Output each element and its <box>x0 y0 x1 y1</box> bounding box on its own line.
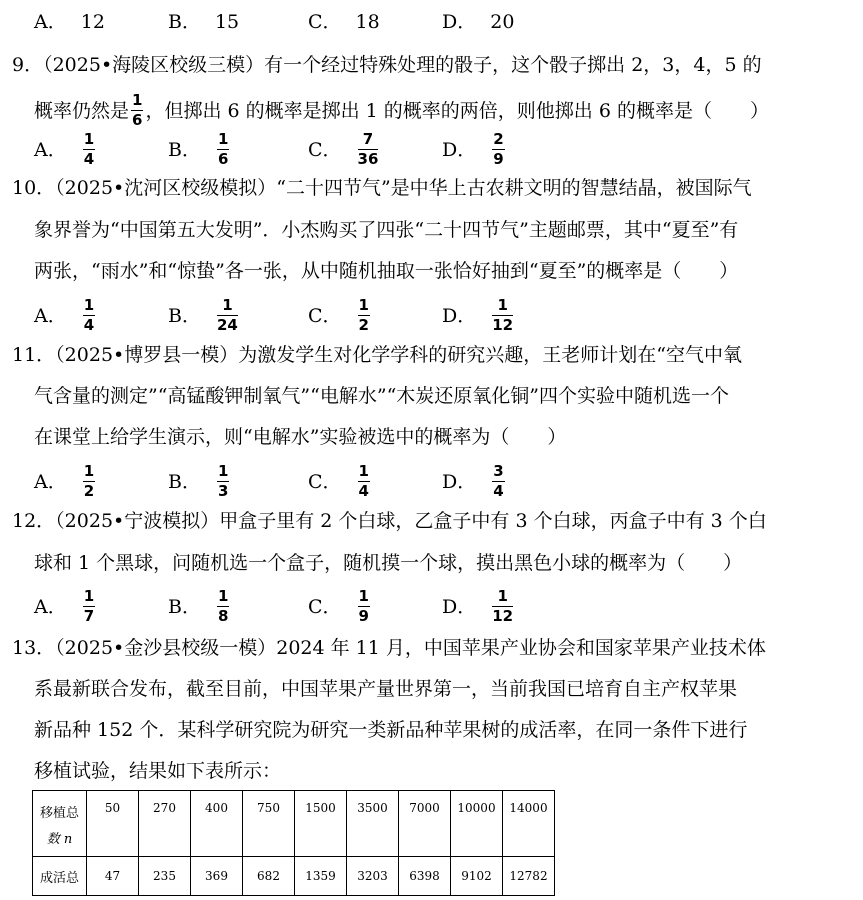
q10-text-line-1: 10．（2025•沈河区校级模拟）“二十四节气”是中华上古农耕文明的智慧结晶，被国际气 <box>12 177 752 199</box>
option-letter: A． <box>34 595 67 618</box>
numerator: 1 <box>83 462 95 480</box>
option-fraction <box>83 298 95 333</box>
option-letter: A． <box>34 11 67 33</box>
option-letter: C． <box>308 470 342 493</box>
table-cell: 7000 <box>399 791 451 857</box>
q9-text-line-2 <box>34 93 769 128</box>
option-value: 20 <box>490 11 515 33</box>
denominator: 4 <box>358 482 369 500</box>
table-row-survival-count <box>33 857 555 896</box>
denominator: 36 <box>357 150 379 168</box>
header-text: 数 n <box>46 832 73 847</box>
q10-text-line-2: 象界誉为“中国第五大发明”．小杰购买了四张“二十四节气”主题邮票，其中“夏至”有 <box>34 219 739 241</box>
numerator: 7 <box>362 130 374 148</box>
option-letter: C． <box>308 304 342 327</box>
table-cell: 270 <box>139 791 191 857</box>
option-fraction <box>492 132 504 167</box>
denominator: 12 <box>492 607 514 625</box>
denominator: 24 <box>216 316 238 334</box>
option-fraction <box>358 132 379 167</box>
numerator: 1 <box>83 587 95 605</box>
q9-inline-fraction <box>131 93 143 128</box>
option-fraction <box>358 464 370 499</box>
numerator: 1 <box>217 587 229 605</box>
table-header-cell: 成活总 <box>33 857 87 896</box>
denominator: 3 <box>217 482 229 500</box>
denominator: 9 <box>493 150 504 168</box>
q12-text-line-2: 球和 1 个黑球，问随机选一个盒子，随机摸一个球，摸出黑色小球的概率为（ ） <box>34 552 743 574</box>
option-letter: A． <box>34 304 67 327</box>
table-cell: 1359 <box>295 857 347 896</box>
numerator: 3 <box>493 462 504 480</box>
table-cell: 10000 <box>451 791 503 857</box>
q13-text-line-1: 13．（2025•金沙县校级一模）2024 年 11 月，中国苹果产业协会和国家苹果产业技术体 <box>12 637 766 659</box>
q10-option-d[interactable] <box>442 298 515 333</box>
option-value: 18 <box>355 11 380 33</box>
option-value: 15 <box>214 11 240 33</box>
denominator: 4 <box>83 316 95 334</box>
option-fraction <box>83 132 95 167</box>
option-letter: C． <box>308 595 342 618</box>
q11-option-c[interactable] <box>308 464 372 499</box>
table-cell: 1500 <box>295 791 347 857</box>
option-letter: D． <box>442 304 477 327</box>
table-cell: 50 <box>87 791 139 857</box>
numerator: 1 <box>358 587 369 605</box>
option-fraction <box>83 464 95 499</box>
q11-option-a[interactable] <box>34 464 97 499</box>
table-cell: 3500 <box>347 791 399 857</box>
table-cell: 682 <box>243 857 295 896</box>
option-fraction <box>358 298 370 333</box>
table-cell: 9102 <box>451 857 503 896</box>
option-fraction <box>217 298 238 333</box>
numerator: 1 <box>497 296 508 314</box>
option-letter: B． <box>168 304 201 327</box>
q10-option-c[interactable] <box>308 298 372 333</box>
q11-text-line-2: 气含量的测定”“高锰酸钾制氧气”“电解水”“木炭还原氧化铜”四个实验中随机选一个 <box>34 385 729 407</box>
option-fraction <box>217 589 229 624</box>
table-cell: 14000 <box>503 791 555 857</box>
numerator: 2 <box>493 130 504 148</box>
option-letter: B． <box>168 138 201 161</box>
q11-text-line-1: 11．（2025•博罗县一模）为激发学生对化学学科的研究兴趣，王老师计划在“空气中氧 <box>12 344 742 366</box>
q12-text-line-1: 12．（2025•宁波模拟）甲盒子里有 2 个白球，乙盒子中有 3 个白球，丙盒子中有 3 个白 <box>12 510 767 532</box>
q11-option-d[interactable] <box>442 464 507 499</box>
q8-option-d[interactable] <box>442 10 514 34</box>
option-letter: A． <box>34 470 67 493</box>
q11-text-line-3: 在课堂上给学生演示，则“电解水”实验被选中的概率为（ ） <box>34 426 567 448</box>
table-cell: 750 <box>243 791 295 857</box>
q9-option-a[interactable] <box>34 132 97 167</box>
q8-option-a[interactable] <box>34 10 105 34</box>
option-fraction <box>358 589 370 624</box>
denominator: 9 <box>358 607 369 625</box>
option-letter: C． <box>308 11 342 33</box>
denominator: 2 <box>358 316 369 334</box>
q11-option-b[interactable] <box>168 464 231 499</box>
denominator: 8 <box>217 607 229 625</box>
option-fraction <box>83 589 95 624</box>
option-letter: B． <box>168 470 201 493</box>
denominator: 6 <box>217 150 229 168</box>
numerator: 1 <box>358 296 369 314</box>
transplant-data-table <box>32 790 555 896</box>
table-cell: 235 <box>139 857 191 896</box>
option-letter: B． <box>168 595 201 618</box>
q10-option-b[interactable] <box>168 298 240 333</box>
q8-option-b[interactable] <box>168 10 239 34</box>
option-fraction <box>492 298 513 333</box>
option-value: 12 <box>80 11 105 33</box>
denominator: 4 <box>493 482 504 500</box>
q9-option-b[interactable] <box>168 132 231 167</box>
table-cell: 6398 <box>399 857 451 896</box>
table-cell: 47 <box>87 857 139 896</box>
q9-option-c[interactable] <box>308 132 380 167</box>
table-row-transplant-count <box>33 791 555 857</box>
numerator: 1 <box>217 462 229 480</box>
q13-text-line-2: 系最新联合发布，截至目前，中国苹果产量世界第一，当前我国已培育自主产权苹果 <box>34 678 738 700</box>
option-fraction <box>492 589 513 624</box>
table-header-cell <box>33 791 87 857</box>
option-letter: D． <box>442 11 477 33</box>
numerator: 1 <box>217 130 229 148</box>
option-letter: B． <box>168 11 201 33</box>
numerator: 1 <box>222 296 233 314</box>
numerator: 1 <box>83 130 95 148</box>
q13-text-line-3: 新品种 152 个．某科学研究院为研究一类新品种苹果树的成活率，在同一条件下进行 <box>34 719 748 741</box>
option-letter: A． <box>34 138 67 161</box>
option-letter: D． <box>442 595 477 618</box>
option-letter: D． <box>442 138 477 161</box>
q12-option-b[interactable] <box>168 589 231 624</box>
option-letter: C． <box>308 138 342 161</box>
denominator: 12 <box>492 316 514 334</box>
numerator: 1 <box>83 296 95 314</box>
numerator: 1 <box>358 462 369 480</box>
q9-text: 概率仍然是 <box>34 99 130 122</box>
q10-text-line-3: 两张，“雨水”和“惊蛰”各一张，从中随机抽取一张恰好抽到“夏至”的概率是（ ） <box>34 260 739 282</box>
q12-option-c[interactable] <box>308 589 372 624</box>
table-cell: 3203 <box>347 857 399 896</box>
denominator: 7 <box>83 607 95 625</box>
option-fraction <box>492 464 504 499</box>
q9-text: ，但掷出 6 的概率是掷出 1 的概率的两倍，则他掷出 6 的概率是（ ） <box>145 99 769 122</box>
option-fraction <box>217 464 229 499</box>
numerator: 1 <box>132 91 143 109</box>
table-cell: 12782 <box>503 857 555 896</box>
q9-text-line-1: 9．（2025•海陵区校级三模）有一个经过特殊处理的骰子，这个骰子掷出 2，3，4，5 的 <box>12 54 762 76</box>
q9-option-d[interactable] <box>442 132 507 167</box>
table-cell: 400 <box>191 791 243 857</box>
denominator: 4 <box>83 150 95 168</box>
table-cell: 369 <box>191 857 243 896</box>
q12-option-a[interactable] <box>34 589 97 624</box>
option-letter: D． <box>442 470 477 493</box>
q8-option-c[interactable] <box>308 10 380 34</box>
denominator: 2 <box>83 482 95 500</box>
q12-option-d[interactable] <box>442 589 515 624</box>
option-fraction <box>217 132 229 167</box>
denominator: 6 <box>132 111 143 129</box>
header-text: 移植总 <box>39 806 79 821</box>
q10-option-a[interactable] <box>34 298 97 333</box>
q13-text-line-4: 移植试验，结果如下表所示： <box>34 760 282 782</box>
numerator: 1 <box>497 587 508 605</box>
